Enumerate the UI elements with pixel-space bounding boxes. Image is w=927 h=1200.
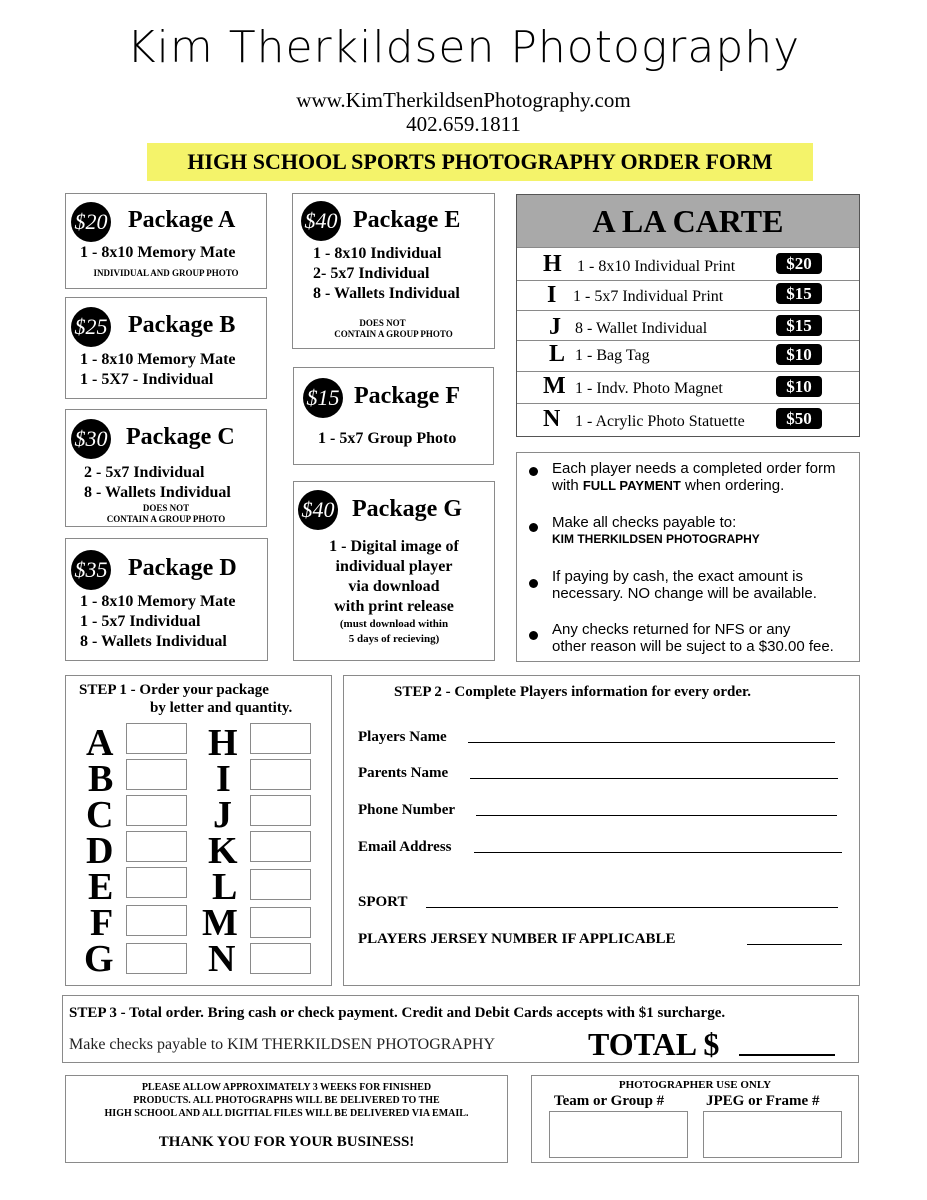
package-f-price: $15 <box>303 378 343 418</box>
info-4-line-1: Any checks returned for NFS or any <box>552 621 791 638</box>
qty-input-d[interactable] <box>126 831 187 862</box>
bullet-2 <box>529 523 538 532</box>
step1-letter-d: D <box>86 830 114 872</box>
jersey-label: PLAYERS JERSEY NUMBER IF APPLICABLE <box>358 931 676 947</box>
photographer-title: PHOTOGRAPHER USE ONLY <box>618 1079 772 1091</box>
package-g-note-1: (must download within <box>339 618 449 630</box>
step1-letter-b: B <box>88 758 114 800</box>
step1-letter-e: E <box>88 866 114 908</box>
info-3-line-1: If paying by cash, the exact amount is <box>552 568 803 585</box>
parents-name-label: Parents Name <box>358 765 449 781</box>
step1-box <box>65 675 332 986</box>
phone-number: 402.659.1811 <box>406 112 521 136</box>
sport-field[interactable] <box>426 907 838 908</box>
package-b-box <box>65 297 267 399</box>
step3-box <box>62 995 859 1063</box>
alacarte-row-l <box>517 340 859 372</box>
package-b-line-2: 1 - 5X7 - Individual <box>80 371 214 388</box>
package-d-price: $35 <box>71 550 111 590</box>
package-c-name: Package C <box>126 424 235 450</box>
info-3-line-2: necessary. NO change will be available. <box>552 585 817 602</box>
step1-letter-c: C <box>86 794 114 836</box>
info-4-line-2: other reason will be suject to a $30.00 fee. <box>552 638 834 655</box>
step1-letter-f: F <box>90 902 114 944</box>
alacarte-text-l: 1 - Bag Tag <box>575 347 650 364</box>
package-f-box <box>293 367 494 465</box>
jpeg-frame-input[interactable] <box>703 1111 842 1158</box>
alacarte-letter-n: N <box>543 406 561 432</box>
qty-input-e[interactable] <box>126 867 187 898</box>
step1-letter-n: N <box>208 938 236 980</box>
step1-letter-h: H <box>208 722 238 764</box>
package-a-price: $20 <box>71 202 111 242</box>
email-address-field[interactable] <box>474 852 842 853</box>
package-c-line-2: 8 - Wallets Individual <box>84 484 231 501</box>
total-field[interactable] <box>739 1054 835 1056</box>
step1-title-1: STEP 1 - Order your package <box>79 682 269 698</box>
qty-input-h[interactable] <box>250 723 311 754</box>
package-f-line-1: 1 - 5x7 Group Photo <box>318 430 457 447</box>
package-a-note: INDIVIDUAL AND GROUP PHOTO <box>93 268 239 278</box>
package-d-line-2: 1 - 5x7 Individual <box>80 613 201 630</box>
players-name-label: Players Name <box>358 729 447 745</box>
package-f-name: Package F <box>354 383 460 409</box>
qty-input-k[interactable] <box>250 831 311 862</box>
qty-input-i[interactable] <box>250 759 311 790</box>
alacarte-letter-m: M <box>543 373 566 399</box>
package-g-price: $40 <box>298 490 338 530</box>
step1-letter-a: A <box>86 722 114 764</box>
package-g-line-2: individual player <box>335 558 453 575</box>
alacarte-letter-i: I <box>547 282 557 308</box>
footer-line-3: HIGH SCHOOL AND ALL DIGITIAL FILES WILL BE DELIVERED VIA EMAIL. <box>104 1108 469 1119</box>
qty-input-b[interactable] <box>126 759 187 790</box>
bullet-3 <box>529 579 538 588</box>
info-1-line-2: with FULL PAYMENT when ordering. <box>552 477 785 494</box>
alacarte-price-l: $10 <box>776 344 822 365</box>
qty-input-a[interactable] <box>126 723 187 754</box>
package-e-price: $40 <box>301 201 341 241</box>
alacarte-text-n: 1 - Acrylic Photo Statuette <box>575 413 745 430</box>
photographer-box <box>531 1075 859 1163</box>
alacarte-letter-h: H <box>543 251 562 277</box>
footer-line-1: PLEASE ALLOW APPROXIMATELY 3 WEEKS FOR FINISHED <box>141 1082 432 1093</box>
package-b-line-1: 1 - 8x10 Memory Mate <box>80 351 236 368</box>
package-e-line-1: 1 - 8x10 Individual <box>313 245 442 262</box>
info-2-line-1: Make all checks payable to: <box>552 514 737 531</box>
alacarte-text-h: 1 - 8x10 Individual Print <box>577 258 736 275</box>
team-group-input[interactable] <box>549 1111 688 1158</box>
info-2-line-2: KIM THERKILDSEN PHOTOGRAPHY <box>552 532 760 546</box>
qty-input-n[interactable] <box>250 943 311 974</box>
qty-input-m[interactable] <box>250 907 311 938</box>
package-g-box <box>293 481 495 661</box>
step1-letter-m: M <box>202 902 238 944</box>
checks-payable-note: Make checks payable to KIM THERKILDSEN PHOTOGRAPHY <box>69 1036 496 1053</box>
phone-number-label: Phone Number <box>358 802 456 818</box>
alacarte-price-n: $50 <box>776 408 822 429</box>
package-a-name: Package A <box>128 207 236 233</box>
jersey-field[interactable] <box>747 944 842 945</box>
package-c-price: $30 <box>71 419 111 459</box>
alacarte-text-j: 8 - Wallet Individual <box>575 320 708 337</box>
alacarte-letter-j: J <box>549 314 561 340</box>
package-g-line-3: via download <box>348 578 440 595</box>
website: www.KimTherkildsenPhotography.com <box>296 88 631 112</box>
step1-letter-j: J <box>213 794 232 836</box>
alacarte-price-h: $20 <box>776 253 822 274</box>
alacarte-text-i: 1 - 5x7 Individual Print <box>573 288 724 305</box>
qty-input-j[interactable] <box>250 795 311 826</box>
info-box <box>516 452 860 662</box>
alacarte-letter-l: L <box>549 341 566 367</box>
package-c-note-1: DOES NOT <box>142 503 190 513</box>
info-1-line-1: Each player needs a completed order form <box>552 460 836 477</box>
alacarte-price-m: $10 <box>776 376 822 397</box>
package-d-line-1: 1 - 8x10 Memory Mate <box>80 593 236 610</box>
alacarte-row-n <box>517 403 859 437</box>
package-d-line-3: 8 - Wallets Individual <box>80 633 227 650</box>
alacarte-text-m: 1 - Indv. Photo Magnet <box>575 380 723 397</box>
thank-you: THANK YOU FOR YOUR BUSINESS! <box>158 1134 415 1150</box>
package-e-line-2: 2- 5x7 Individual <box>313 265 430 282</box>
parents-name-field[interactable] <box>470 778 838 779</box>
step1-title-2: by letter and quantity. <box>150 700 293 716</box>
step1-letter-l: L <box>212 866 238 908</box>
package-c-line-1: 2 - 5x7 Individual <box>84 464 205 481</box>
sport-label: SPORT <box>358 894 408 910</box>
players-name-field[interactable] <box>468 742 835 743</box>
alacarte-title: A LA CARTE <box>517 195 859 247</box>
package-d-name: Package D <box>128 555 237 581</box>
step2-title: STEP 2 - Complete Players information for every order. <box>394 684 752 700</box>
package-g-line-4: with print release <box>334 598 454 615</box>
team-group-label: Team or Group # <box>554 1093 665 1109</box>
package-b-name: Package B <box>128 312 236 338</box>
package-g-line-1: 1 - Digital image of <box>329 538 459 555</box>
qty-input-f[interactable] <box>126 905 187 936</box>
step1-letter-i: I <box>216 758 231 800</box>
step1-letter-k: K <box>208 830 238 872</box>
package-e-name: Package E <box>353 207 461 233</box>
alacarte-price-i: $15 <box>776 283 822 304</box>
alacarte-box <box>516 194 860 437</box>
qty-input-g[interactable] <box>126 943 187 974</box>
footer-notice-box <box>65 1075 508 1163</box>
alacarte-row-i <box>517 280 859 311</box>
package-e-note-1: DOES NOT <box>359 318 406 328</box>
qty-input-c[interactable] <box>126 795 187 826</box>
footer-line-2: PRODUCTS. ALL PHOTOGRAPHS WILL BE DELIVERED TO THE <box>133 1095 440 1106</box>
package-d-box <box>65 538 268 661</box>
qty-input-l[interactable] <box>250 869 311 900</box>
email-address-label: Email Address <box>358 839 452 855</box>
package-b-price: $25 <box>71 307 111 347</box>
phone-number-field[interactable] <box>476 815 837 816</box>
step2-box <box>343 675 860 986</box>
jpeg-frame-label: JPEG or Frame # <box>706 1093 820 1109</box>
alacarte-row-m <box>517 371 859 404</box>
alacarte-price-j: $15 <box>776 315 822 336</box>
package-e-note-2: CONTAIN A GROUP PHOTO <box>334 329 453 339</box>
step3-title: STEP 3 - Total order. Bring cash or check payment. Credit and Debit Cards accepts with $1 surcharge. <box>69 1005 726 1021</box>
package-g-name: Package G <box>352 496 462 522</box>
bullet-1 <box>529 467 538 476</box>
alacarte-row-h <box>517 247 859 281</box>
form-banner: HIGH SCHOOL SPORTS PHOTOGRAPHY ORDER FORM <box>147 143 813 181</box>
package-a-box <box>65 193 267 289</box>
step1-letter-g: G <box>84 938 114 980</box>
package-a-line-1: 1 - 8x10 Memory Mate <box>80 244 236 261</box>
package-c-box <box>65 409 267 527</box>
total-label: TOTAL $ <box>588 1026 720 1062</box>
package-c-note-2: CONTAIN A GROUP PHOTO <box>106 514 226 524</box>
studio-title: Kim Therkildsen Photography <box>126 22 801 73</box>
package-g-note-2: 5 days of recieving) <box>348 633 440 645</box>
alacarte-row-j <box>517 310 859 341</box>
package-e-box <box>292 193 495 349</box>
bullet-4 <box>529 631 538 640</box>
package-e-line-3: 8 - Wallets Individual <box>313 285 460 302</box>
